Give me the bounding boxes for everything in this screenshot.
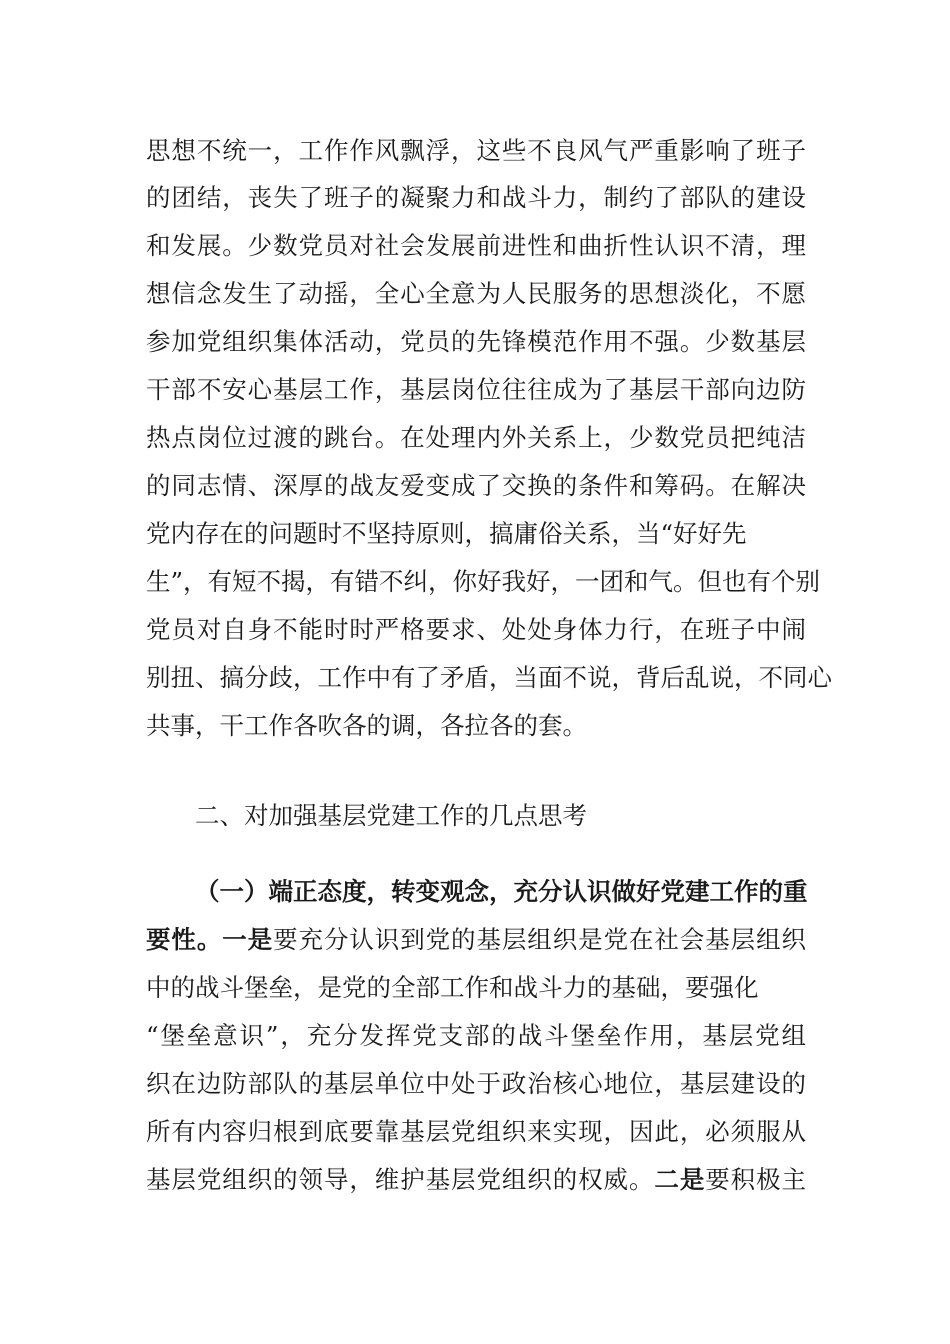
subsection-line: 所有内容归根到底要靠基层党组织来实现，因此，必须服从 xyxy=(146,1117,806,1146)
subsection-line: “堡垒意识”，充分发挥党支部的战斗堡垒作用，基层党组 xyxy=(146,1021,806,1050)
paragraph-line: 生”，有短不揭，有错不纠，你好我好，一团和气。但也有个别 xyxy=(146,567,821,596)
paragraph-line: 的团结，丧失了班子的凝聚力和战斗力，制约了部队的建设 xyxy=(146,183,806,212)
paragraph-line: 党内存在的问题时不坚持原则，搞庸俗关系，当“好好先 xyxy=(146,519,747,548)
paragraph-line: 参加党组织集体活动，党员的先锋模范作用不强。少数基层 xyxy=(146,327,806,356)
point-one-text: 要充分认识到党的基层组织是党在社会基层组织 xyxy=(273,925,807,954)
paragraph-line: 和发展。少数党员对社会发展前进性和曲折性认识不清，理 xyxy=(146,231,806,260)
point-two-text: 要积极主 xyxy=(705,1165,807,1194)
paragraph-line: 共事，干工作各吹各的调，各拉各的套。 xyxy=(146,711,587,740)
paragraph-line: 别扭、搞分歧，工作中有了矛盾，当面不说，背后乱说，不同心 xyxy=(146,663,832,692)
point-one-label: 一是 xyxy=(222,925,274,954)
paragraph-line: 思想不统一，工作作风飘浮，这些不良风气严重影响了班子 xyxy=(146,136,806,165)
paragraph-line: 党员对自身不能时时严格要求、处处身体力行，在班子中闹 xyxy=(146,615,806,644)
point-two-label: 二是 xyxy=(654,1165,706,1194)
paragraph-line: 干部不安心基层工作，基层岗位往往成为了基层干部向边防 xyxy=(146,375,806,404)
subsection-title-end: 要性。 xyxy=(146,925,223,954)
subsection-line: 中的战斗堡垒，是党的全部工作和战斗力的基础，要强化 xyxy=(146,973,759,1002)
subsection-line-last xyxy=(146,1160,806,1200)
subsection-line-mixed xyxy=(146,920,806,960)
paragraph-line: 的同志情、深厚的战友爱变成了交换的条件和筹码。在解决 xyxy=(146,471,806,500)
paragraph-line: 想信念发生了动摇，全心全意为人民服务的思想淡化，不愿 xyxy=(146,279,806,308)
subsection-line: 织在边防部队的基层单位中处于政治核心地位，基层建设的 xyxy=(146,1069,806,1098)
subsection-title: （一）端正态度，转变观念，充分认识做好党建工作的重 xyxy=(195,877,808,906)
section-heading: 二、对加强基层党建工作的几点思考 xyxy=(195,801,587,830)
subsection-last-text: 基层党组织的领导，维护基层党组织的权威。 xyxy=(146,1165,655,1194)
paragraph-line: 热点岗位过渡的跳台。在处理内外关系上，少数党员把纯洁 xyxy=(146,423,806,452)
